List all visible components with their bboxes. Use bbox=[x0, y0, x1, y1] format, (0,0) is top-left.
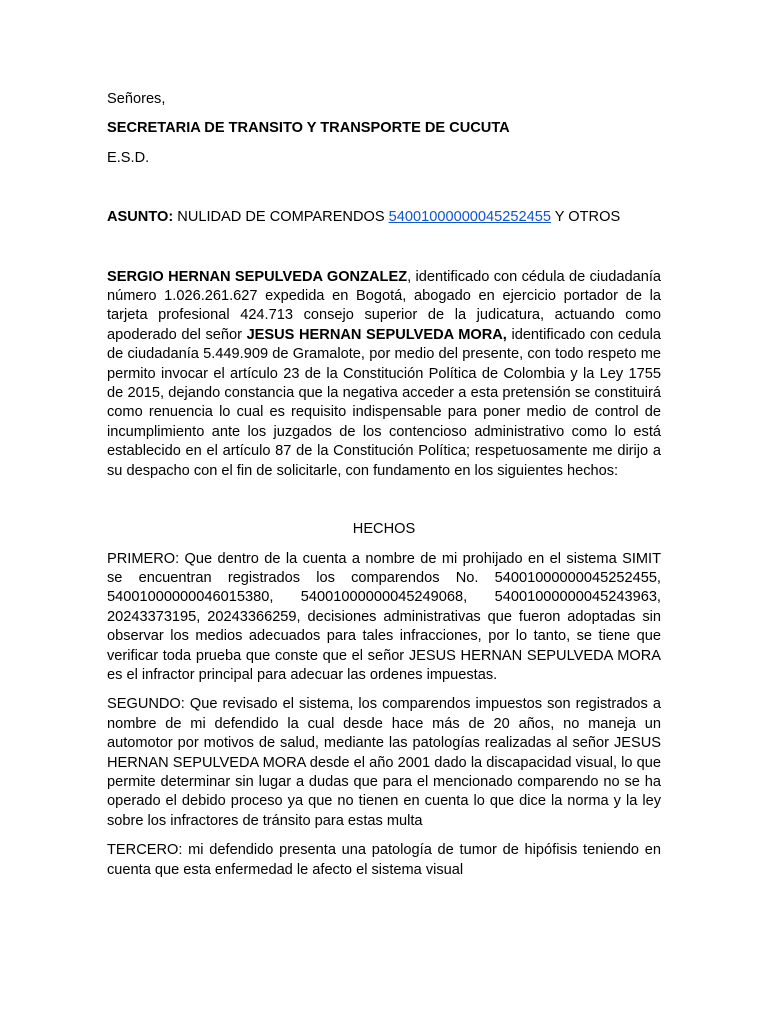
subject-label: ASUNTO: bbox=[107, 209, 174, 226]
subject-text: NULIDAD DE COMPARENDOS bbox=[173, 209, 389, 226]
fact-segundo: SEGUNDO: Que revisado el sistema, los comparendos impuestos son registrados a nombre de mi defendido la cual desde hace más de 20 años, no maneja un automotor por motivos de salud, mediante las patologías realizadas al señor JESUS HERNAN SEPULVEDA MORA desde el año 2001 dado la discapacidad visual, lo que permite determinar sin lugar a dudas que para el mencionado comparendo no se ha operado el debido proceso ya que no tienen en cuenta lo que dice la norma y la ley sobre los infractores de tránsito para estas multa bbox=[107, 696, 661, 829]
document-page bbox=[107, 90, 661, 880]
greeting: Señores, bbox=[107, 91, 166, 107]
recipient bbox=[107, 119, 661, 138]
subject-line bbox=[107, 208, 661, 227]
recipient-text: SECRETARIA DE TRANSITO Y TRANSPORTE DE CUCUTA bbox=[107, 120, 510, 137]
intro-part2: identificado con cedula de ciudadanía 5.449.909 de Gramalote, por medio del presente, con todo respeto me permito invocar el artículo 23 de la Constitución Política de Colombia y la Ley 1755 de 2015, dejando constancia que la negativa acceder a esta pretensión se constituirá como renuencia lo cual es requisito indispensable para poner medio de control de incumplimiento ante los juzgados de los contencioso administrativo como lo está establecido en el artículo 87 de la Constitución Política; respetuosamente me dirijo a su despacho con el fin de solicitarle, con fundamento en los siguientes hechos: bbox=[107, 326, 662, 479]
comparendo-link[interactable]: 54001000000045252455 bbox=[388, 209, 551, 226]
intro-part1: , identificado con cédula de ciudadanía número 1.026.261.627 expedida en Bogotá, abogado en ejercicio portador de la tarjeta profesional 424.713 consejo superior de la judicatura, actuando como apoderado del señor bbox=[107, 268, 661, 343]
esd-line: E.S.D. bbox=[107, 149, 150, 166]
client-name: JESUS HERNAN SEPULVEDA MORA, bbox=[246, 326, 507, 343]
intro-paragraph bbox=[107, 268, 661, 481]
subject-text-after: Y OTROS bbox=[550, 209, 621, 226]
fact-primero: PRIMERO: Que dentro de la cuenta a nombre de mi prohijado en el sistema SIMIT se encuentran registrados los comparendos No. 54001000000045252455, 54001000000046015380, 54001000000045249068, 54001000000045243963, 20243373195, 20243366259, decisiones administrativas que fueron adoptadas sin observar los medios adecuados para tales infracciones, por lo tanto, se tiene que verificar toda prueba que conste que el señor JESUS HERNAN SEPULVEDA MORA es el infractor principal para adecuar las ordenes impuestas. bbox=[107, 550, 661, 683]
lawyer-name: SERGIO HERNAN SEPULVEDA GONZALEZ bbox=[107, 268, 408, 285]
fact-tercero: TERCERO: mi defendido presenta una patología de tumor de hipófisis teniendo en cuenta que esta enfermedad le afecto el sistema visual bbox=[107, 842, 661, 878]
section-title: HECHOS bbox=[352, 521, 416, 538]
